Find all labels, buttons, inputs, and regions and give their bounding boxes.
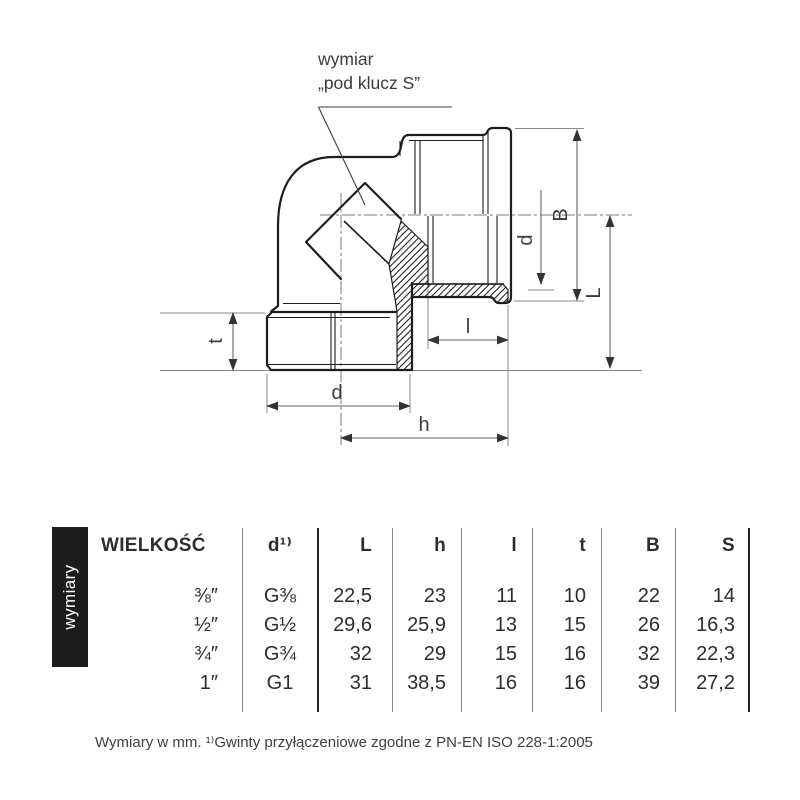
col-header-t: t <box>579 535 586 556</box>
table-cell: 32 <box>637 643 660 665</box>
table-row <box>95 640 750 669</box>
table-row <box>95 611 750 640</box>
col-header-wielkosc: WIELKOŚĆ <box>101 535 206 556</box>
dim-label-L: L <box>583 287 605 299</box>
table-cell: 16 <box>563 643 586 665</box>
table-cell: 15 <box>494 643 517 665</box>
footnote: Wymiary w mm. ¹⁾Gwinty przyłączeniowe zgodne z PN-EN ISO 228-1:2005 <box>95 734 593 751</box>
col-header-B: B <box>645 535 660 556</box>
table-cell: 31 <box>349 672 372 694</box>
table-cell: G½ <box>263 614 297 636</box>
table-cell: G¾ <box>263 643 297 665</box>
section-tab-wymiary <box>52 527 88 667</box>
dim-label-d-bottom: d <box>331 382 343 404</box>
section-tab-label: wymiary <box>60 564 79 630</box>
fitting-detail-lines <box>268 132 497 370</box>
table-cell: G1 <box>266 672 294 694</box>
table-cell: G⅜ <box>263 585 297 607</box>
table-row <box>95 582 750 611</box>
table-cell: 13 <box>494 614 517 636</box>
table-cell: 22,5 <box>333 585 372 607</box>
table-cell: 16 <box>494 672 517 694</box>
table-cell: ⅜″ <box>194 585 218 607</box>
table-cell: 14 <box>712 585 735 607</box>
table-cell: 22,3 <box>696 643 735 665</box>
table-cell: ¾″ <box>194 643 218 665</box>
callout-line1: wymiar <box>318 49 374 69</box>
callout-pod-klucz <box>317 49 452 205</box>
col-header-d: d¹⁾ <box>267 535 293 556</box>
table-cell: 27,2 <box>696 672 735 694</box>
table-row <box>95 669 750 698</box>
table-header-row <box>95 528 750 564</box>
dim-label-B: B <box>550 208 572 222</box>
table-cell: 16,3 <box>696 614 735 636</box>
table-cell: 1″ <box>199 672 218 694</box>
col-header-S: S <box>722 535 735 556</box>
table-cell: 10 <box>563 585 586 607</box>
table-cell: 25,9 <box>407 614 446 636</box>
table-cell: 26 <box>637 614 660 636</box>
col-header-l: l <box>511 535 517 556</box>
section-hatch <box>389 221 508 370</box>
table-cell: 23 <box>423 585 446 607</box>
dim-label-h: h <box>418 414 430 436</box>
dim-label-l: l <box>465 316 471 338</box>
dim-label-t: t <box>205 338 227 344</box>
col-header-L: L <box>360 535 372 556</box>
table-cell: ½″ <box>194 614 218 636</box>
table-cell: 15 <box>563 614 586 636</box>
dimension-table <box>95 528 750 712</box>
col-header-h: h <box>434 535 446 556</box>
table-cell: 32 <box>349 643 372 665</box>
table-cell: 38,5 <box>407 672 446 694</box>
fitting-outline <box>267 128 511 370</box>
table-cell: 39 <box>637 672 660 694</box>
table-cell: 29 <box>423 643 446 665</box>
table-cell: 22 <box>637 585 660 607</box>
table-cell: 29,6 <box>333 614 372 636</box>
centerlines <box>320 193 632 445</box>
table-cell: 11 <box>496 585 517 607</box>
dim-label-d-right: d <box>515 234 537 246</box>
callout-line2: „pod klucz S” <box>318 73 421 93</box>
table-cell: 16 <box>563 672 586 694</box>
